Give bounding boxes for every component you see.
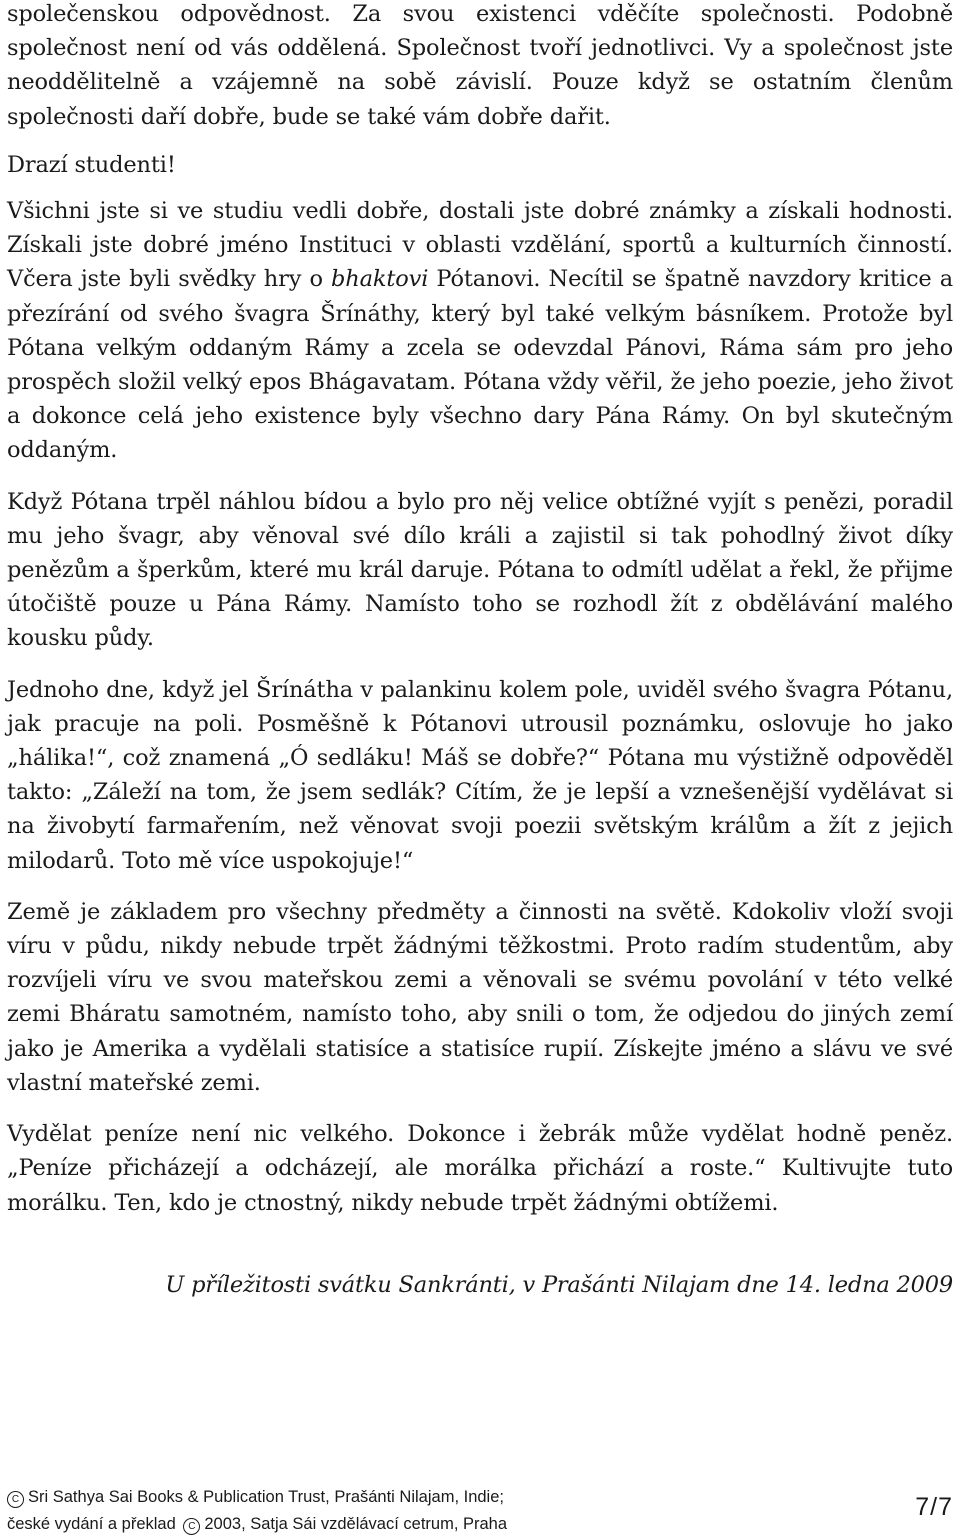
paragraph-earth: Země je základem pro všechny předměty a činnosti na světě. Kdokoliv vloží svoji víru v půdu, nikdy nebude trpět žádnými těžkostmi. Proto radím studentům, aby rozvíjeli víru ve svou mateřskou zemi a věnovali se svému povolání v této velké zemi Bháratu samotném, namísto toho, aby snili o tom, že odjedou do jiných zemí jako je Amerika a vydělali statisíce a statisíce rupií. Získejte jméno a slávu ve své vlastní mateřské zemi.: [7, 898, 953, 1096]
students-text-a: Všichni jste si ve studiu vedli dobře, dostali jste dobré známky a získali hodnosti. Získali jste dobré jméno Instituci v oblasti vzdělání, sportů a kulturních činností. Včera jste byli svědky hry o: [7, 198, 953, 293]
paragraph-greeting: Drazí studenti!: [7, 151, 176, 178]
footer-line-1: [7, 1484, 507, 1511]
copyright-icon: C: [183, 1518, 200, 1535]
paragraph-potana: Když Pótana trpěl náhlou bídou a bylo pro něj velice obtížné vyjít s penězi, poradil mu jeho švagr, aby věnoval své dílo králi a zajistil si tak pohodlný život díky penězům a šperkům, které mu král daruje. Pótana to odmítl udělat a řekl, že přijme útočiště pouze u Pána Rámy. Namísto toho se rozhodl žít z obdělávání malého kousku půdy.: [7, 488, 953, 652]
copyright-icon: C: [7, 1491, 24, 1508]
footer-line-2-text-b: 2003, Satja Sái vzdělávací cetrum, Praha: [204, 1515, 508, 1533]
document-page: [7, 0, 953, 1220]
paragraph-intro: společenskou odpovědnost. Za svou existenci vděčíte společnosti. Podobně společnost není od vás oddělená. Společnost tvoří jednotlivci. Vy a společnost jste neoddělitelně a vzájemně na sobě závislí. Pouze když se ostatním členům společnosti daří dobře, bude se také vám dobře dařit.: [7, 1, 953, 130]
students-text-b: Pótanovi. Necítil se špatně navzdory kritice a přezírání od svého švagra Šrínáthy, který byl také velkým básníkem. Protože byl Pótana velkým oddaným Rámy a zcela se odevzdal Pánovi, Ráma sám pro jeho prospěch složil velký epos Bhágavatam. Pótana vždy věřil, že jeho poezie, jeho život a dokonce celá jeho existence byly všechno dary Pána Rámy. On byl skutečným oddaným.: [7, 266, 953, 464]
footer-line-2: [7, 1511, 507, 1538]
footer-line-2-text-a: české vydání a překlad: [7, 1515, 176, 1533]
paragraph-money: Vydělat peníze není nic velkého. Dokonce i žebrák může vydělat hodně peněz. „Peníze přicházejí a odcházejí, ale morálka přichází a roste.“ Kultivujte tuto morálku. Ten, kdo je ctnostný, nikdy nebude trpět žádnými obtížemi.: [7, 1121, 953, 1216]
paragraph-students: [7, 194, 953, 468]
students-italic-term: bhaktovi: [331, 266, 429, 293]
footer-line-1-text: Sri Sathya Sai Books & Publication Trust, Prašánti Nilajam, Indie;: [28, 1488, 504, 1506]
footer-copyright: [7, 1484, 507, 1538]
page-number: 7/7: [915, 1493, 953, 1521]
paragraph-one-day: Jednoho dne, když jel Šrínátha v palankinu kolem pole, uviděl svého švagra Pótanu, jak pracuje na poli. Posměšně k Pótanovi utrousil poznámku, oslovuje ho jako „hálika!“, což znamená „Ó sedláku! Máš se dobře?“ Pótana mu výstižně odpověděl takto: „Záleží na tom, že jsem sedlák? Cítím, že je lepší a vznešenější vydělávat si na živobytí farmařením, než věnovat svoji poezii světským králům a žít z jejich milodarů. Toto mě více uspokojuje!“: [7, 676, 953, 874]
closing-dateline: U příležitosti svátku Sankránti, v Prašánti Nilajam dne 14. ledna 2009: [165, 1272, 953, 1298]
